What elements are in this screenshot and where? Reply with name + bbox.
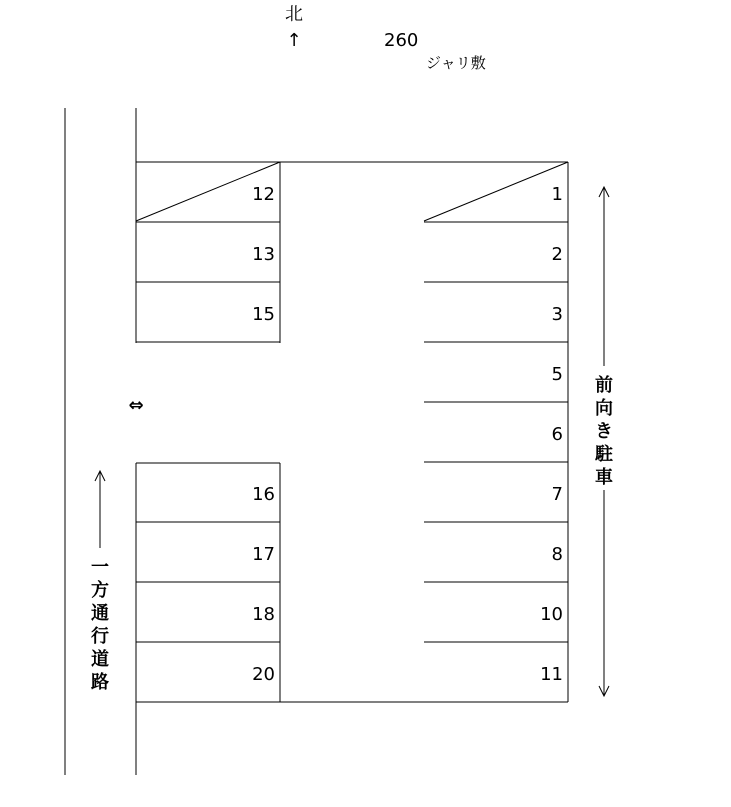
- lot-number: 260: [384, 30, 419, 51]
- north-arrow-icon: ↑: [286, 30, 302, 51]
- parking-note-char: 車: [595, 467, 613, 488]
- space-number: 13: [252, 244, 275, 265]
- space-number: 15: [252, 304, 275, 325]
- space-number: 6: [551, 424, 563, 445]
- road-label-char: 行: [91, 626, 109, 647]
- road-label-char: 通: [91, 603, 109, 624]
- parking-note-char: 駐: [595, 444, 613, 465]
- space-number: 20: [252, 664, 275, 685]
- space-number: 18: [252, 604, 275, 625]
- space-number: 1: [551, 184, 563, 205]
- space-number: 17: [252, 544, 275, 565]
- surface-label: ジャリ敷: [426, 54, 486, 72]
- space-number: 11: [540, 664, 563, 685]
- entrance-arrow-icon: ⇔: [128, 395, 144, 416]
- space-number: 16: [252, 484, 275, 505]
- road-label-char: 一: [91, 557, 109, 578]
- north-label: 北: [285, 4, 303, 25]
- parking-note-char: き: [595, 421, 613, 442]
- diagonal-1: [424, 162, 568, 221]
- space-number: 2: [551, 244, 563, 265]
- road-label-char: 路: [91, 672, 109, 693]
- space-number: 10: [540, 604, 563, 625]
- road-label-char: 方: [91, 580, 109, 601]
- space-number: 7: [551, 484, 563, 505]
- parking-note-char: 前: [595, 375, 613, 396]
- space-number: 8: [551, 544, 563, 565]
- space-number: 5: [551, 364, 563, 385]
- space-number: 12: [252, 184, 275, 205]
- parking-note-char: 向: [595, 398, 613, 419]
- space-number: 3: [551, 304, 563, 325]
- road-label-char: 道: [91, 649, 109, 670]
